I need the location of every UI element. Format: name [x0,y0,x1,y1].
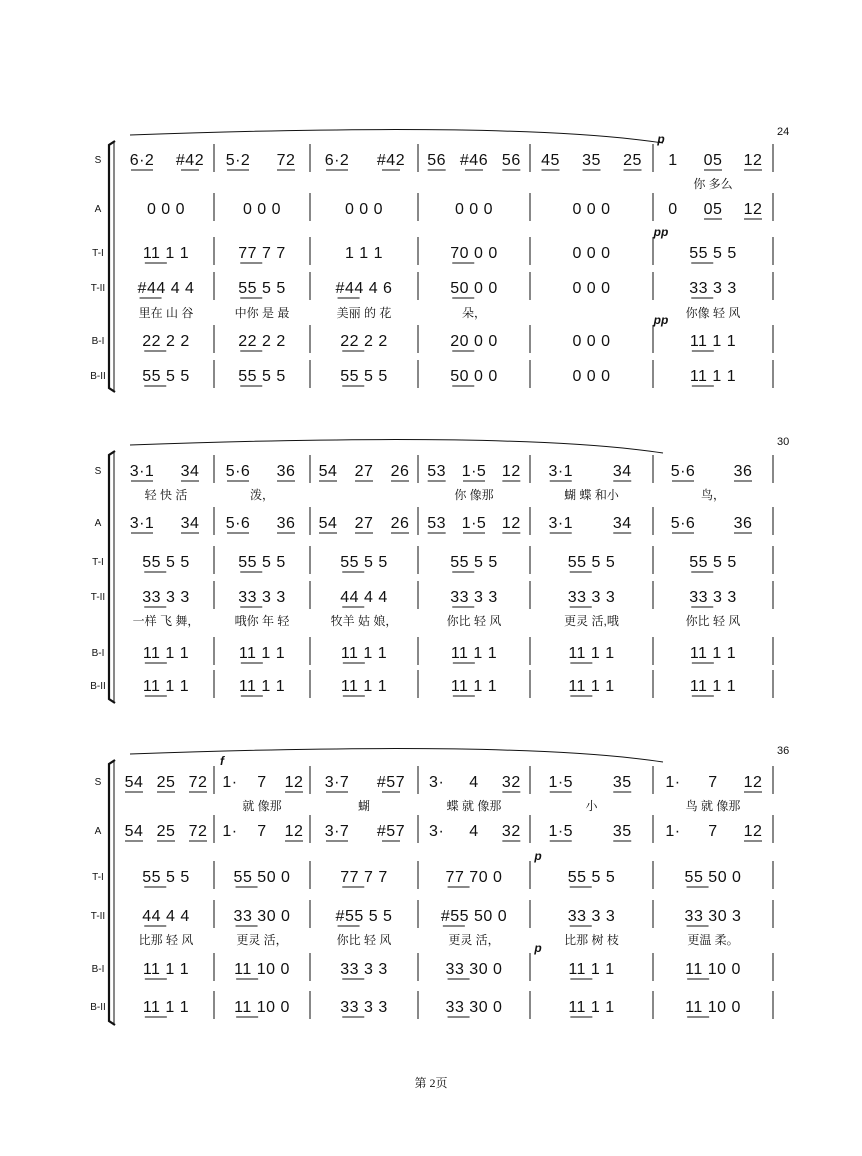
note-group: 0 0 0 [344,201,384,218]
note-group: 56 [427,152,447,169]
measure-number: 24 [777,126,790,138]
note-group: 0 0 0 [572,280,611,297]
lyric-text: 里在 山 谷 [138,306,194,320]
note-group: 11 10 0 [685,961,741,978]
note-group: 36 [276,463,296,480]
note-group: 11 1 1 [238,678,286,695]
note-group: 22 2 2 [340,333,388,350]
note-group: 0 0 0 [572,245,611,262]
voice-label-b-i: B-I [91,648,105,659]
lyric-text: 小 [585,799,598,813]
note-group: 3·1 [548,515,574,532]
voice-label-s: S [94,155,102,166]
voice-label-b-ii: B-II [90,1002,106,1013]
voice-label-b-ii: B-II [90,681,106,692]
voice-label-t-i: T-I [92,557,104,568]
note-group: 26 [390,515,410,532]
lyric-text: 中你 是 最 [234,306,290,320]
note-group: 5·6 [225,515,251,532]
note-group: 35 [582,152,601,169]
note-group: 1·5 [548,774,574,791]
voice-label-t-ii: T-II [90,592,106,603]
note-group: 0 0 0 [572,368,611,385]
note-group: 34 [612,515,632,532]
lyric-text: 更灵 活， [236,933,288,947]
note-group: 33 3 3 [450,589,498,606]
note-group: 32 [501,823,521,840]
lyric-text: 鸟， [700,488,726,502]
note-group: 55 5 5 [238,368,286,385]
note-group: 12 [743,201,763,218]
note-group: 11 1 1 [142,961,190,978]
note-group: 0 [668,201,678,218]
note-group: 11 1 1 [340,645,388,662]
note-group: 0 0 0 [572,201,611,218]
dynamic-mark: pp [653,225,669,239]
lyric-text: 哦你 年 轻 [234,614,290,628]
note-group: 6·2 [324,152,350,169]
lyric-text: 你比 轻 风 [446,614,502,628]
note-group: 55 5 5 [340,368,388,385]
note-group: 11 1 1 [689,333,737,350]
note-group: 22 2 2 [142,333,190,350]
note-group: 22 2 2 [238,333,286,350]
note-group: 3·1 [129,515,155,532]
note-group: 77 70 0 [445,869,503,886]
note-group: 33 30 0 [445,999,503,1016]
note-group: 5·6 [670,463,696,480]
voice-label-t-i: T-I [92,248,104,259]
note-group: 34 [180,515,200,532]
note-group: 6·2 [129,152,155,169]
note-group: 55 5 5 [689,554,737,571]
note-group: 1 1 1 [344,245,384,262]
note-group: 05 [703,152,723,169]
note-group: 3·1 [129,463,155,480]
note-group: 1· [665,774,681,791]
note-group: 33 3 3 [567,908,616,925]
lyric-text: 鸟 就 像那 [685,799,741,813]
note-group: 55 5 5 [142,869,190,886]
lyric-text: 轻 快 活 [144,488,188,502]
system-1 [90,126,789,392]
note-group: 1· [222,823,238,840]
system-2 [90,436,789,703]
note-group: 27 [354,463,374,480]
lyric-text: 更温 柔。 [687,933,739,947]
note-group: 55 5 5 [689,245,737,262]
note-group: #44 4 4 [137,280,195,297]
phrase-slur [130,749,663,762]
voice-label-a: A [94,826,102,837]
note-group: 11 1 1 [142,645,190,662]
note-group: 1 [668,152,678,169]
lyric-text: 比那 树 枝 [564,933,619,947]
note-group: 3·1 [548,463,574,480]
lyric-text: 蝴 蝶 和小 [564,488,619,502]
note-group: 55 5 5 [567,554,616,571]
note-group: 1· [222,774,238,791]
dynamic-mark: p [534,849,542,863]
note-group: 4 [469,774,479,791]
note-group: #57 [376,774,406,791]
note-group: 33 3 3 [340,999,388,1016]
note-group: #57 [376,823,406,840]
note-group: 55 50 0 [684,869,742,886]
note-group: 50 0 0 [450,368,498,385]
note-group: 7 [257,774,267,791]
note-group: 55 5 5 [340,554,388,571]
note-group: 11 10 0 [234,961,290,978]
note-group: 34 [612,463,632,480]
note-group: 77 7 7 [238,245,286,262]
voice-label-t-i: T-I [92,872,104,883]
note-group: 33 30 0 [233,908,291,925]
note-group: 55 50 0 [233,869,291,886]
note-group: 11 1 1 [142,678,190,695]
note-group: 25 [623,152,642,169]
note-group: 33 3 3 [689,280,737,297]
lyric-text: 朵， [461,306,487,320]
note-group: 11 1 1 [568,645,615,662]
note-group: 11 1 1 [340,678,388,695]
note-group: 11 10 0 [685,999,741,1016]
note-group: 44 4 4 [142,908,190,925]
note-group: 0 0 0 [572,333,611,350]
note-group: 20 0 0 [450,333,498,350]
note-group: 33 3 3 [689,589,737,606]
note-group: 3·7 [324,774,350,791]
note-group: 54 [318,515,338,532]
phrase-slur [130,440,663,453]
note-group: 53 [427,463,447,480]
note-group: 55 5 5 [142,368,190,385]
note-group: 1·5 [548,823,574,840]
note-group: 11 1 1 [689,678,737,695]
note-group: 55 5 5 [450,554,498,571]
note-group: 72 [188,774,208,791]
note-group: 05 [703,201,723,218]
note-group: 27 [354,515,374,532]
note-group: 55 5 5 [142,554,190,571]
note-group: 33 3 3 [238,589,286,606]
measure-number: 30 [777,436,790,448]
lyric-text: 泼， [249,488,275,502]
dynamic-mark: f [220,754,224,768]
note-group: 55 5 5 [238,280,286,297]
note-group: 5·2 [225,152,251,169]
note-group: 11 10 0 [234,999,290,1016]
note-group: 12 [743,774,763,791]
note-group: 11 1 1 [689,645,737,662]
note-group: #55 50 0 [440,908,508,925]
note-group: 33 3 3 [142,589,190,606]
lyric-text: 蝴 [357,799,371,813]
note-group: 36 [733,463,753,480]
note-group: 11 1 1 [568,678,615,695]
note-group: 33 30 0 [445,961,503,978]
note-group: 36 [276,515,296,532]
note-group: 12 [501,463,521,480]
note-group: #55 5 5 [335,908,393,925]
note-group: 11 1 1 [568,999,615,1016]
note-group: #42 [376,152,406,169]
note-group: 12 [743,152,763,169]
note-group: 25 [156,774,176,791]
note-group: 33 30 3 [684,908,742,925]
note-group: 11 1 1 [568,961,615,978]
note-group: 50 0 0 [450,280,498,297]
phrase-slur [130,130,663,143]
lyric-text: 牧羊 姑 娘， [330,614,398,628]
note-group: #44 4 6 [335,280,393,297]
voice-label-t-ii: T-II [90,911,106,922]
note-group: 0 0 0 [454,201,494,218]
note-group: 3· [429,823,445,840]
voice-label-b-i: B-I [91,336,105,347]
lyric-text: 一样 飞 舞， [132,614,200,628]
voice-label-t-ii: T-II [90,283,106,294]
note-group: 5·6 [225,463,251,480]
lyric-text: 更灵 活,哦 [564,614,619,628]
note-group: #42 [175,152,205,169]
note-group: 72 [276,152,296,169]
note-group: 35 [612,774,632,791]
note-group: 11 1 1 [450,645,498,662]
measure-number: 36 [777,745,790,757]
note-group: 56 [501,152,521,169]
lyric-text: 你 像那 [454,488,494,502]
note-group: 26 [390,463,410,480]
voice-label-s: S [94,466,102,477]
dynamic-mark: p [534,941,542,955]
note-group: 32 [501,774,521,791]
voice-label-a: A [94,204,102,215]
note-group: 12 [501,515,521,532]
note-group: 1· [665,823,681,840]
note-group: 70 0 0 [450,245,498,262]
lyric-text: 蝶 就 像那 [446,799,502,813]
note-group: 55 5 5 [567,869,616,886]
note-group: 72 [188,823,208,840]
note-group: 11 1 1 [689,368,737,385]
note-group: 7 [708,774,718,791]
note-group: 55 5 5 [238,554,286,571]
dynamic-mark: pp [653,313,669,327]
note-group: 44 4 4 [340,589,388,606]
note-group: 3·7 [324,823,350,840]
note-group: 11 1 1 [142,245,190,262]
lyric-text: 你像 轻 风 [685,306,741,320]
note-group: #46 [459,152,489,169]
note-group: 12 [743,823,763,840]
note-group: 3· [429,774,445,791]
page-footer: 第 2页 [414,1076,448,1090]
note-group: 4 [469,823,479,840]
lyric-text: 你 多么 [693,177,733,191]
voice-label-b-i: B-I [91,964,105,975]
note-group: 45 [541,152,560,169]
note-group: 11 1 1 [142,999,190,1016]
note-group: 54 [318,463,338,480]
voice-label-s: S [94,777,102,788]
note-group: 5·6 [670,515,696,532]
note-group: 25 [156,823,176,840]
lyric-text: 比那 轻 风 [138,933,194,947]
dynamic-mark: p [657,132,665,146]
lyric-text: 你比 轻 风 [336,933,392,947]
note-group: 11 1 1 [238,645,286,662]
note-group: 36 [733,515,753,532]
note-group: 11 1 1 [450,678,498,695]
lyric-text: 更灵 活， [448,933,500,947]
note-group: 1·5 [461,515,487,532]
note-group: 7 [708,823,718,840]
system-3 [90,745,789,1025]
note-group: 34 [180,463,200,480]
note-group: 0 0 0 [146,201,186,218]
lyric-text: 美丽 的 花 [336,306,392,320]
note-group: 53 [427,515,447,532]
note-group: 54 [124,774,144,791]
note-group: 33 3 3 [567,589,616,606]
lyric-text: 就 像那 [242,799,282,813]
note-group: 12 [284,774,304,791]
note-group: 54 [124,823,144,840]
voice-label-a: A [94,518,102,529]
note-group: 12 [284,823,304,840]
note-group: 77 7 7 [340,869,388,886]
note-group: 33 3 3 [340,961,388,978]
note-group: 7 [257,823,267,840]
lyric-text: 你比 轻 风 [685,614,741,628]
note-group: 35 [612,823,632,840]
voice-label-b-ii: B-II [90,371,106,382]
note-group: 0 0 0 [242,201,282,218]
note-group: 1·5 [461,463,487,480]
